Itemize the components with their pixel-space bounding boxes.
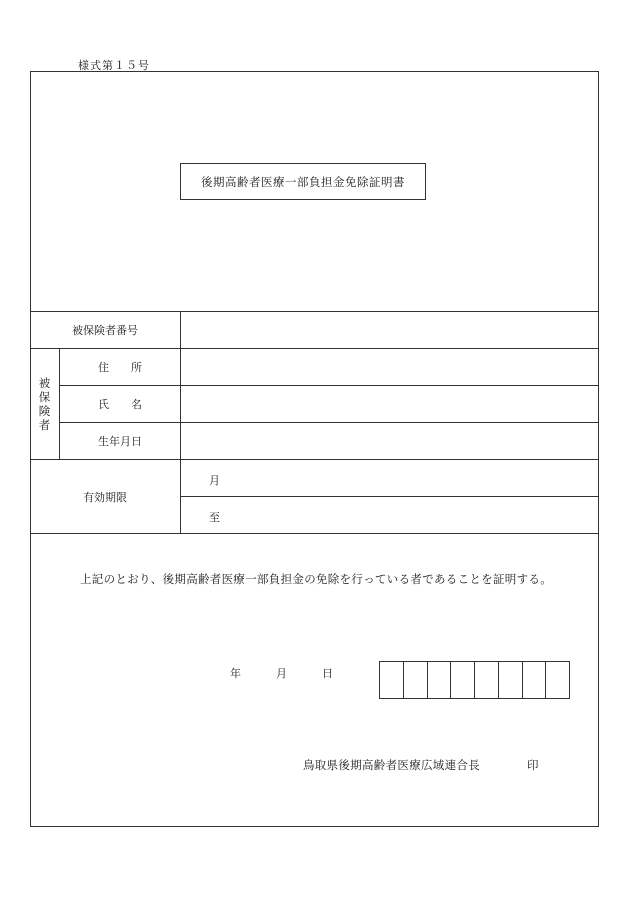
document-title	[180, 163, 426, 200]
birthdate-field[interactable]	[181, 423, 599, 459]
validity-from-label: 月	[209, 474, 220, 487]
issuer-name: 鳥取県後期高齢者医療広域連合長	[303, 758, 480, 772]
day-label: 日	[322, 667, 333, 680]
number-digit-boxes	[379, 661, 570, 699]
digit-box[interactable]	[499, 662, 523, 698]
certification-statement: 上記のとおり、後期高齢者医療一部負担金の免除を行っている者であることを証明する。	[80, 572, 552, 586]
seal-mark: 印	[527, 758, 539, 772]
table-bottom-rule	[30, 533, 599, 534]
insured-person-group-label	[30, 349, 59, 459]
validity-label: 有効期限	[83, 490, 127, 504]
validity-to-label: 至	[209, 511, 220, 524]
address-field[interactable]	[181, 349, 599, 385]
birthdate-label: 生年月日	[98, 435, 142, 448]
digit-box[interactable]	[475, 662, 499, 698]
digit-box[interactable]	[546, 662, 569, 698]
vertical-char: 者	[38, 418, 51, 432]
insured-number-field[interactable]	[180, 312, 599, 348]
name-field[interactable]	[181, 386, 599, 422]
vertical-char: 被	[38, 376, 51, 390]
validity-from-field[interactable]	[230, 460, 599, 496]
name-label: 氏 名	[98, 398, 142, 411]
document-title-text: 後期高齢者医療一部負担金免除証明書	[201, 174, 405, 189]
digit-box[interactable]	[404, 662, 428, 698]
insured-number-label: 被保険者番号	[72, 324, 138, 337]
digit-box[interactable]	[428, 662, 452, 698]
validity-to-field[interactable]	[230, 497, 599, 533]
month-label: 月	[276, 667, 287, 680]
digit-box[interactable]	[451, 662, 475, 698]
vertical-char: 保	[38, 390, 51, 404]
digit-box[interactable]	[523, 662, 547, 698]
digit-box[interactable]	[380, 662, 404, 698]
address-label: 住 所	[98, 361, 142, 374]
vertical-char: 険	[38, 404, 51, 418]
form-number: 様式第１５号	[78, 59, 150, 72]
year-label: 年	[230, 667, 241, 680]
